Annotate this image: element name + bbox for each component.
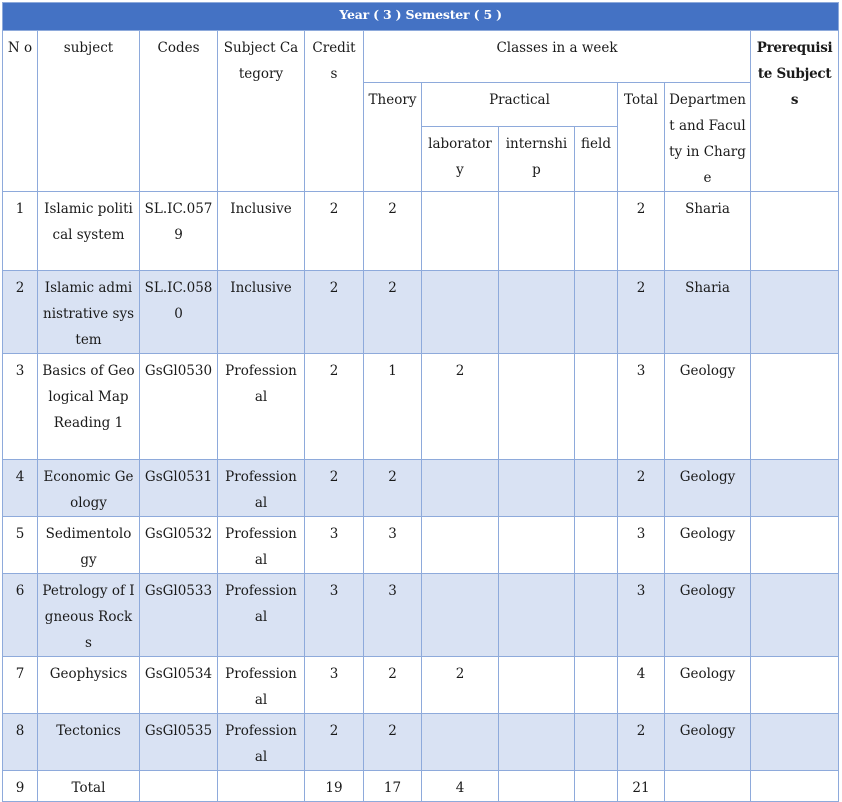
prerequisite-cell [751,517,839,574]
department-cell: Geology [665,517,751,574]
internship-cell [499,460,575,517]
row-number-cell: 9 [3,771,38,802]
subject-cell: Petrology of Igneous Rocks [38,574,140,657]
department-cell: Geology [665,657,751,714]
theory-cell: 2 [364,271,422,354]
theory-cell: 3 [364,574,422,657]
header-classes: Classes in a week [364,31,751,83]
subject-cell: Islamic administrative system [38,271,140,354]
internship-cell [499,771,575,802]
department-cell: Geology [665,460,751,517]
header-laboratory: laboratory [422,126,499,191]
table-row [3,354,839,460]
subject-cell: Tectonics [38,714,140,771]
header-field: field [575,126,618,191]
header-internship: internship [499,126,575,191]
row-number-cell: 6 [3,574,38,657]
row-number-cell: 3 [3,354,38,460]
total-cell: 2 [618,460,665,517]
internship-cell [499,354,575,460]
internship-cell [499,192,575,271]
category-cell: Professional [218,574,305,657]
row-number-cell: 4 [3,460,38,517]
category-cell: Professional [218,354,305,460]
header-prerequisite: Prerequisite Subjects [751,31,839,192]
laboratory-cell [422,517,499,574]
table-row [3,192,839,271]
course-table [2,2,839,802]
credits-cell: 2 [305,271,364,354]
department-cell [665,771,751,802]
internship-cell [499,271,575,354]
table-row [3,460,839,517]
prerequisite-cell [751,192,839,271]
code-cell: GsGl0532 [140,517,218,574]
laboratory-cell [422,574,499,657]
internship-cell [499,657,575,714]
field-cell [575,574,618,657]
prerequisite-cell [751,271,839,354]
header-subject: subject [38,31,140,192]
field-cell [575,460,618,517]
field-cell [575,271,618,354]
code-cell: GsGl0533 [140,574,218,657]
laboratory-cell: 2 [422,657,499,714]
category-cell: Inclusive [218,192,305,271]
code-cell [140,771,218,802]
laboratory-cell: 2 [422,354,499,460]
code-cell: GsGl0534 [140,657,218,714]
table-title: Year ( 3 ) Semester ( 5 ) [3,3,839,31]
header-theory: Theory [364,83,422,192]
theory-cell: 2 [364,657,422,714]
laboratory-cell [422,192,499,271]
header-codes: Codes [140,31,218,192]
row-number-cell: 5 [3,517,38,574]
total-cell: 3 [618,574,665,657]
total-cell: 21 [618,771,665,802]
header-category: Subject Category [218,31,305,192]
theory-cell: 1 [364,354,422,460]
category-cell: Professional [218,460,305,517]
code-cell: GsGl0530 [140,354,218,460]
field-cell [575,771,618,802]
subject-cell: Economic Geology [38,460,140,517]
theory-cell: 2 [364,460,422,517]
table-row [3,657,839,714]
subject-cell: Total [38,771,140,802]
prerequisite-cell [751,771,839,802]
total-cell: 4 [618,657,665,714]
department-cell: Geology [665,714,751,771]
code-cell: SL.IC.0579 [140,192,218,271]
department-cell: Sharia [665,271,751,354]
table-row [3,271,839,354]
row-number-cell: 7 [3,657,38,714]
header-total: Total [618,83,665,192]
code-cell: SL.IC.0580 [140,271,218,354]
credits-cell: 19 [305,771,364,802]
field-cell [575,714,618,771]
subject-cell: Islamic political system [38,192,140,271]
internship-cell [499,714,575,771]
total-cell: 3 [618,354,665,460]
row-number-cell: 1 [3,192,38,271]
credits-cell: 2 [305,192,364,271]
field-cell [575,354,618,460]
row-number-cell: 2 [3,271,38,354]
total-cell: 2 [618,714,665,771]
category-cell: Professional [218,714,305,771]
laboratory-cell: 4 [422,771,499,802]
total-cell: 3 [618,517,665,574]
category-cell: Professional [218,517,305,574]
category-cell: Professional [218,657,305,714]
subject-cell: Geophysics [38,657,140,714]
field-cell [575,657,618,714]
header-department: Department and Faculty in Charge [665,83,751,192]
internship-cell [499,574,575,657]
subject-cell: Basics of Geological Map Reading 1 [38,354,140,460]
code-cell: GsGl0531 [140,460,218,517]
laboratory-cell [422,271,499,354]
laboratory-cell [422,714,499,771]
category-cell [218,771,305,802]
prerequisite-cell [751,460,839,517]
header-credits: Credits [305,31,364,192]
credits-cell: 2 [305,714,364,771]
header-no: N o [3,31,38,192]
prerequisite-cell [751,714,839,771]
table-row [3,771,839,802]
row-number-cell: 8 [3,714,38,771]
credits-cell: 3 [305,657,364,714]
credits-cell: 3 [305,574,364,657]
theory-cell: 2 [364,714,422,771]
theory-cell: 2 [364,192,422,271]
theory-cell: 17 [364,771,422,802]
prerequisite-cell [751,574,839,657]
credits-cell: 2 [305,354,364,460]
category-cell: Inclusive [218,271,305,354]
field-cell [575,517,618,574]
table-row [3,517,839,574]
theory-cell: 3 [364,517,422,574]
total-cell: 2 [618,192,665,271]
laboratory-cell [422,460,499,517]
field-cell [575,192,618,271]
table-row [3,714,839,771]
department-cell: Sharia [665,192,751,271]
course-table-body [3,192,839,802]
header-practical: Practical [422,83,618,127]
prerequisite-cell [751,354,839,460]
credits-cell: 2 [305,460,364,517]
subject-cell: Sedimentology [38,517,140,574]
code-cell: GsGl0535 [140,714,218,771]
credits-cell: 3 [305,517,364,574]
total-cell: 2 [618,271,665,354]
prerequisite-cell [751,657,839,714]
department-cell: Geology [665,354,751,460]
department-cell: Geology [665,574,751,657]
table-row [3,574,839,657]
internship-cell [499,517,575,574]
